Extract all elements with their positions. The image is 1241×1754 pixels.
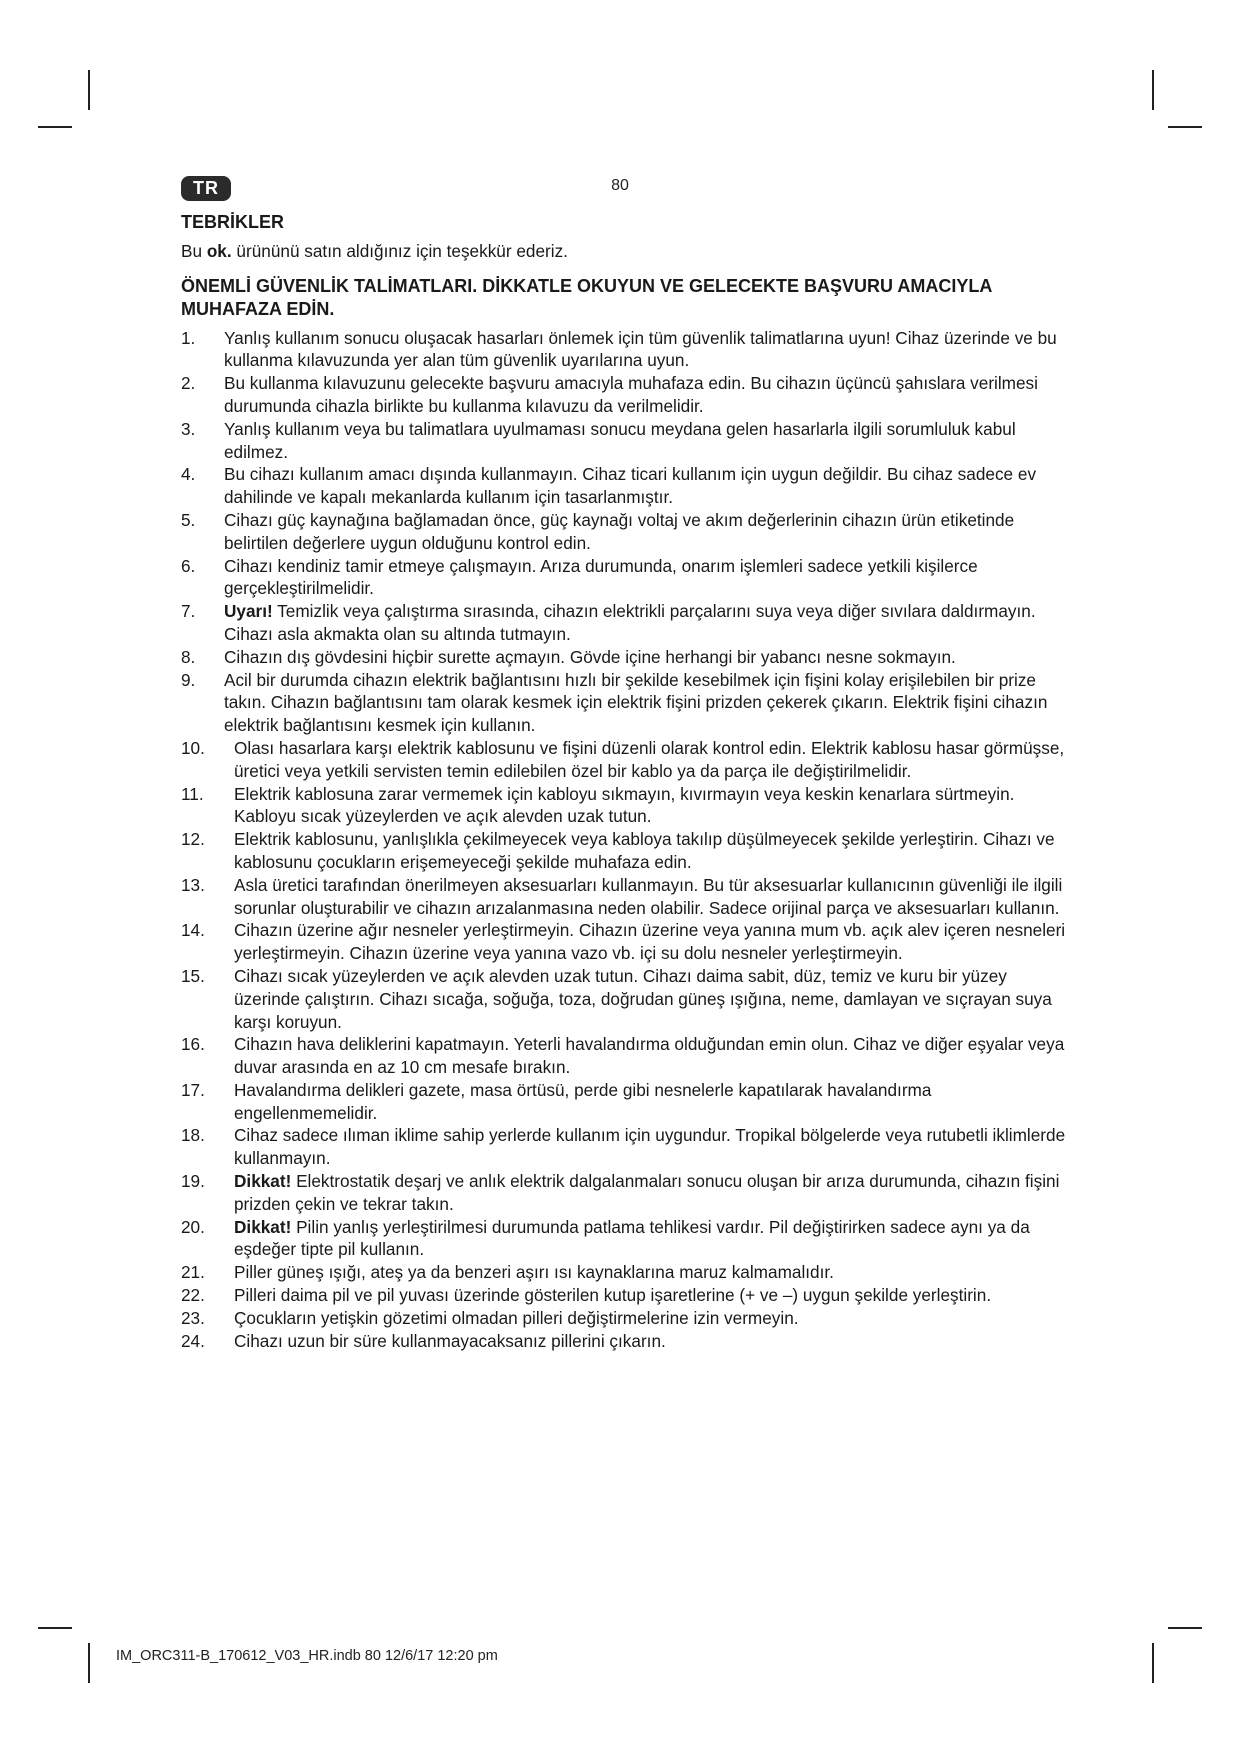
instruction-body: Acil bir durumda cihazın elektrik bağlantısını hızlı bir şekilde kesebilmek için fişini kolay erişilebilen bir prize takın. Cihazın bağlantısını tam olarak kesmek için elektrik fişini prizden çekerek çıkarın. Elektrik fişini cihazın elektrik bağlantısını kesmek için kullanın. bbox=[224, 669, 1048, 736]
crop-mark-top-left-vertical bbox=[88, 70, 90, 110]
instruction-body: Bu kullanma kılavuzunu gelecekte başvuru amacıyla muhafaza edin. Bu cihazın üçüncü şahıslara verilmesi durumunda cihazla birlikte bu kullanma kılavuzu da verilmelidir. bbox=[224, 373, 1038, 416]
instruction-text bbox=[224, 646, 1071, 669]
instruction-number: 11. bbox=[181, 783, 204, 804]
instruction-item bbox=[181, 919, 1071, 965]
crop-mark-top-right-horizontal bbox=[1168, 126, 1202, 128]
instruction-text bbox=[234, 1307, 1071, 1330]
instruction-item bbox=[181, 509, 1071, 555]
instruction-item bbox=[181, 1307, 1071, 1330]
instruction-number: 24. bbox=[181, 1330, 205, 1351]
instruction-item bbox=[181, 783, 1071, 829]
instruction-text bbox=[234, 965, 1071, 1033]
document-body bbox=[181, 211, 1071, 1352]
instruction-text bbox=[224, 555, 1071, 601]
instruction-text bbox=[234, 874, 1071, 920]
instruction-item bbox=[181, 828, 1071, 874]
instruction-text bbox=[234, 828, 1071, 874]
instruction-number: 17. bbox=[181, 1079, 205, 1100]
instruction-item bbox=[181, 737, 1071, 783]
instruction-item bbox=[181, 463, 1071, 509]
instruction-item bbox=[181, 646, 1071, 669]
intro-paragraph bbox=[181, 240, 1071, 263]
instruction-body: Yanlış kullanım sonucu oluşacak hasarları önlemek için tüm güvenlik talimatlarına uyun! Cihaz üzerinde ve bu kullanma kılavuzunda yer alan tüm güvenlik uyarılarına uyun. bbox=[224, 327, 1057, 371]
instruction-text bbox=[234, 919, 1071, 965]
crop-mark-bottom-left-horizontal bbox=[38, 1627, 72, 1629]
intro-text-before: Bu bbox=[181, 240, 207, 261]
instruction-number: 20. bbox=[181, 1216, 205, 1237]
instruction-text bbox=[234, 1170, 1071, 1216]
instruction-item bbox=[181, 874, 1071, 920]
instruction-body: Cihazı güç kaynağına bağlamadan önce, güç kaynağı voltaj ve akım değerlerinin cihazın ürün etiketinde belirtilen değerlere uygun olduğunu kontrol edin. bbox=[224, 509, 1015, 553]
instruction-item bbox=[181, 1330, 1071, 1353]
instruction-body: Asla üretici tarafından önerilmeyen aksesuarları kullanmayın. Bu tür aksesuarlar kullanıcının güvenliği ile ilgili sorunlar oluşturabilir ve cihazın arızalanmasına neden olabilir. Sadece orijinal parça ve aksesuarları kullanın. bbox=[234, 874, 1063, 918]
instruction-text bbox=[234, 1216, 1071, 1262]
instruction-body: Temizlik veya çalıştırma sırasında, cihazın elektrikli parçalarını suya veya diğer sıvılara daldırmayın. Cihazı asla akmakta olan su altında tutmayın. bbox=[224, 601, 1036, 644]
instruction-item bbox=[181, 372, 1071, 418]
instruction-number: 8. bbox=[181, 646, 196, 667]
crop-mark-bottom-left-vertical bbox=[88, 1643, 90, 1683]
instruction-item bbox=[181, 600, 1071, 646]
instruction-item bbox=[181, 1033, 1071, 1079]
instruction-item bbox=[181, 418, 1071, 464]
instruction-number: 12. bbox=[181, 829, 205, 850]
instruction-warning-label: Dikkat! bbox=[234, 1171, 292, 1192]
language-badge: TR bbox=[181, 176, 231, 201]
instruction-number: 1. bbox=[181, 327, 196, 348]
instruction-item bbox=[181, 1284, 1071, 1307]
instruction-text bbox=[234, 783, 1071, 829]
instruction-text bbox=[234, 737, 1071, 783]
print-imprint: IM_ORC311-B_170612_V03_HR.indb 80 12/6/17 12:20 pm bbox=[116, 1648, 498, 1664]
instruction-body: Elektrik kablosuna zarar vermemek için kabloyu sıkmayın, kıvırmayın veya keskin kenarlara sürtmeyin. Kabloyu sıcak yüzeylerden ve açık alevden uzak tutun. bbox=[234, 783, 1015, 827]
instruction-number: 19. bbox=[181, 1171, 205, 1192]
instruction-item bbox=[181, 965, 1071, 1033]
instruction-number: 5. bbox=[181, 509, 196, 530]
instruction-body: Olası hasarlara karşı elektrik kablosunu ve fişini düzenli olarak kontrol edin. Elektrik kablosu hasar görmüşse, üretici veya yetkili servisten temin edilebilen özel bir kablo ya da parça ile değiştirilmelidir. bbox=[234, 737, 1065, 781]
instruction-number: 13. bbox=[181, 874, 205, 895]
instruction-text bbox=[224, 600, 1071, 646]
crop-mark-top-left-horizontal bbox=[38, 126, 72, 128]
instruction-warning-label: Dikkat! bbox=[234, 1216, 292, 1237]
instruction-text bbox=[234, 1284, 1071, 1307]
instruction-number: 10. bbox=[181, 737, 205, 758]
instruction-number: 6. bbox=[181, 555, 196, 576]
instruction-number: 7. bbox=[181, 601, 196, 622]
safety-instructions-list bbox=[181, 327, 1071, 1353]
instruction-text bbox=[224, 372, 1071, 418]
instruction-warning-label: Uyarı! bbox=[224, 601, 273, 622]
instruction-body: Cihazın hava deliklerini kapatmayın. Yeterli havalandırma olduğundan emin olun. Cihaz ve diğer eşyalar veya duvar arasında en az 10 cm mesafe bırakın. bbox=[234, 1034, 1065, 1078]
instruction-number: 4. bbox=[181, 464, 196, 485]
instruction-body: Çocukların yetişkin gözetimi olmadan pilleri değiştirmelerine izin vermeyin. bbox=[234, 1307, 799, 1328]
instruction-body: Cihaz sadece ılıman iklime sahip yerlerde kullanım için uygundur. Tropikal bölgelerde veya rutubetli iklimlerde kullanmayın. bbox=[234, 1125, 1066, 1169]
instruction-number: 2. bbox=[181, 373, 196, 394]
instruction-body: Pilleri daima pil ve pil yuvası üzerinde gösterilen kutup işaretlerine (+ ve –) uygun şekilde yerleştirin. bbox=[234, 1285, 992, 1306]
instruction-text bbox=[234, 1124, 1071, 1170]
instruction-body: Bu cihazı kullanım amacı dışında kullanmayın. Cihaz ticari kullanım için uygun değildir. Bu cihaz sadece ev dahilinde ve kapalı mekanlarda kullanım için tasarlanmıştır. bbox=[224, 464, 1037, 508]
intro-text-after: ürününü satın aldığınız için teşekkür ederiz. bbox=[231, 240, 568, 261]
brand-name: ok. bbox=[206, 240, 232, 261]
instruction-item bbox=[181, 1216, 1071, 1262]
crop-mark-bottom-right-horizontal bbox=[1168, 1627, 1202, 1629]
page-title: TEBRİKLER bbox=[181, 212, 284, 232]
instruction-text bbox=[224, 418, 1071, 464]
instruction-body: Cihazı sıcak yüzeylerden ve açık alevden uzak tutun. Cihazı daima sabit, düz, temiz ve kuru bir yüzey üzerinde çalıştırın. Cihazı sıcağa, soğuğa, toza, doğrudan güneş ışığına, neme, damlayan ve sıçrayan suya karşı koruyun. bbox=[234, 965, 1052, 1032]
instruction-body: Elektrik kablosunu, yanlışlıkla çekilmeyecek veya kabloya takılıp düşülmeyecek şekilde yerleştirin. Cihazı ve kablosunu çocukların erişemeyeceği şekilde muhafaza edin. bbox=[234, 829, 1055, 872]
instruction-body: Elektrostatik deşarj ve anlık elektrik dalgalanmaları sonucu oluşan bir arıza durumunda, cihazın fişini prizden çekin ve tekrar takın. bbox=[234, 1171, 1060, 1214]
instruction-number: 3. bbox=[181, 418, 196, 439]
instruction-body: Piller güneş ışığı, ateş ya da benzeri aşırı ısı kaynaklarına maruz kalmamalıdır. bbox=[234, 1262, 834, 1283]
instruction-number: 15. bbox=[181, 965, 205, 986]
instruction-item bbox=[181, 1170, 1071, 1216]
instruction-body: Cihazı uzun bir süre kullanmayacaksanız pillerini çıkarın. bbox=[234, 1330, 666, 1351]
instruction-item bbox=[181, 669, 1071, 737]
instruction-text bbox=[224, 509, 1071, 555]
instruction-item bbox=[181, 1124, 1071, 1170]
crop-mark-bottom-right-vertical bbox=[1152, 1643, 1154, 1683]
instruction-number: 16. bbox=[181, 1034, 205, 1055]
instruction-number: 23. bbox=[181, 1307, 205, 1328]
instruction-text bbox=[234, 1261, 1071, 1284]
instruction-number: 14. bbox=[181, 920, 205, 941]
instruction-item bbox=[181, 1079, 1071, 1125]
safety-heading: ÖNEMLİ GÜVENLİK TALİMATLARI. DİKKATLE OKUYUN VE GELECEKTE BAŞVURU AMACIYLA MUHAFAZA EDİN. bbox=[181, 275, 992, 319]
instruction-text bbox=[234, 1079, 1071, 1125]
instruction-body: Cihazın üzerine ağır nesneler yerleştirmeyin. Cihazın üzerine veya yanına mum vb. açık alev içeren nesneleri yerleştirmeyin. Cihazın üzerine veya yanına vazo vb. içi su dolu nesneler yerleştirmeyin. bbox=[234, 920, 1066, 964]
instruction-body: Pilin yanlış yerleştirilmesi durumunda patlama tehlikesi vardır. Pil değiştirirken sadece aynı ya da eşdeğer tipte pil kullanın. bbox=[234, 1216, 1030, 1260]
instruction-text bbox=[224, 327, 1071, 373]
instruction-body: Havalandırma delikleri gazete, masa örtüsü, perde gibi nesnelerle kapatılarak havalandırma engellenmemelidir. bbox=[234, 1079, 932, 1123]
instruction-body: Cihazı kendiniz tamir etmeye çalışmayın. Arıza durumunda, onarım işlemleri sadece yetkili kişilerce gerçekleştirilmelidir. bbox=[224, 555, 978, 599]
instruction-number: 18. bbox=[181, 1125, 205, 1146]
instruction-text bbox=[224, 463, 1071, 509]
instruction-text bbox=[234, 1330, 1071, 1353]
instruction-body: Yanlış kullanım veya bu talimatlara uyulmaması sonucu meydana gelen hasarlarla ilgili sorumluluk kabul edilmez. bbox=[224, 418, 1016, 462]
crop-mark-top-right-vertical bbox=[1152, 70, 1154, 110]
instruction-item bbox=[181, 1261, 1071, 1284]
instruction-number: 21. bbox=[181, 1262, 205, 1283]
page-number: 80 bbox=[611, 177, 629, 194]
instruction-text bbox=[234, 1033, 1071, 1079]
instruction-number: 9. bbox=[181, 669, 196, 690]
instruction-text bbox=[224, 669, 1071, 737]
instruction-item bbox=[181, 555, 1071, 601]
instruction-body: Cihazın dış gövdesini hiçbir surette açmayın. Gövde içine herhangi bir yabancı nesne sokmayın. bbox=[224, 646, 956, 667]
instruction-number: 22. bbox=[181, 1285, 205, 1306]
instruction-item bbox=[181, 327, 1071, 373]
